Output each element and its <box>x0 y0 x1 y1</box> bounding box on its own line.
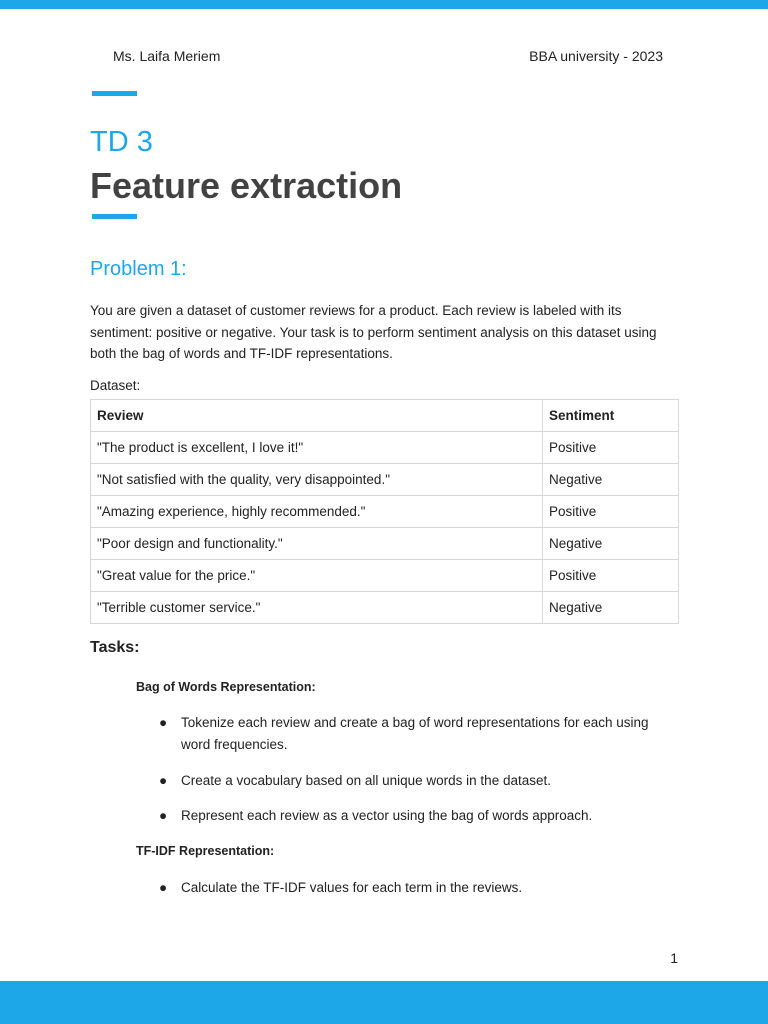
sentiment-cell: Positive <box>543 560 679 592</box>
column-header-review: Review <box>91 400 543 432</box>
sentiment-cell: Negative <box>543 528 679 560</box>
list-item-text: Create a vocabulary based on all unique words in the dataset. <box>181 773 551 788</box>
affiliation-year: BBA university - 2023 <box>529 48 663 64</box>
review-cell: "Great value for the price." <box>91 560 543 592</box>
problem-heading: Problem 1: <box>90 258 187 280</box>
dataset-label: Dataset: <box>90 378 141 393</box>
review-cell: "Terrible customer service." <box>91 592 543 624</box>
sentiment-cell: Positive <box>543 432 679 464</box>
title-accent-line-bottom <box>92 214 137 219</box>
review-cell: "Poor design and functionality." <box>91 528 543 560</box>
author-name: Ms. Laifa Meriem <box>113 48 221 64</box>
top-accent-bar <box>0 0 768 9</box>
bottom-accent-bar <box>0 981 768 1024</box>
dataset-table <box>90 399 679 624</box>
table-row <box>91 560 679 592</box>
sentiment-cell: Negative <box>543 464 679 496</box>
table-row <box>91 528 679 560</box>
review-cell: "Not satisfied with the quality, very disappointed." <box>91 464 543 496</box>
tasks-heading: Tasks: <box>90 639 140 656</box>
list-item-text: Represent each review as a vector using the bag of words approach. <box>181 808 593 823</box>
problem-intro: You are given a dataset of customer reviews for a product. Each review is labeled with its sentiment: positive or negative. Your task is to perform sentiment analysis on this dataset using both the bag of words and TF-IDF representations. <box>90 303 657 361</box>
review-cell: "The product is excellent, I love it!" <box>91 432 543 464</box>
list-item-text: Tokenize each review and create a bag of word representations for each using word frequencies. <box>181 715 649 752</box>
bullet-icon: ● <box>159 773 168 788</box>
table-row <box>91 496 679 528</box>
td-label: TD 3 <box>90 126 153 158</box>
review-cell: "Amazing experience, highly recommended." <box>91 496 543 528</box>
table-row <box>91 432 679 464</box>
page-title: Feature extraction <box>90 165 403 206</box>
bullet-icon: ● <box>159 880 168 895</box>
bow-subheading: Bag of Words Representation: <box>136 680 316 694</box>
list-item-text: Calculate the TF-IDF values for each term in the reviews. <box>181 880 523 895</box>
table-header-row <box>91 400 679 432</box>
tfidf-subheading: TF-IDF Representation: <box>136 844 275 858</box>
sentiment-cell: Negative <box>543 592 679 624</box>
bullet-icon: ● <box>159 715 168 730</box>
table-row <box>91 464 679 496</box>
bullet-icon: ● <box>159 808 168 823</box>
table-row <box>91 592 679 624</box>
sentiment-cell: Positive <box>543 496 679 528</box>
column-header-sentiment: Sentiment <box>543 400 679 432</box>
title-accent-line-top <box>92 91 137 96</box>
page-number: 1 <box>670 950 678 966</box>
